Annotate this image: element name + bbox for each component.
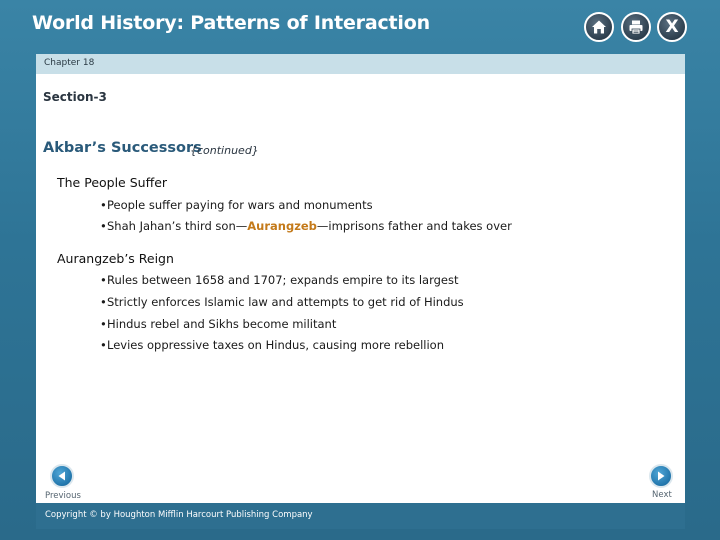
slide-content <box>36 74 685 503</box>
list-item <box>107 219 512 233</box>
home-button[interactable] <box>584 12 614 42</box>
section-label: Section-3 <box>43 90 107 104</box>
bullet-marker: • <box>100 219 107 233</box>
list-item: Hindus rebel and Sikhs become militant <box>107 317 337 331</box>
close-icon: X <box>665 16 679 37</box>
bullet-marker: • <box>100 295 107 309</box>
list-item: People suffer paying for wars and monuments <box>107 198 373 212</box>
bullet-marker: • <box>100 338 107 352</box>
list-item: Strictly enforces Islamic law and attempts to get rid of Hindus <box>107 295 464 309</box>
chapter-bar <box>36 54 685 74</box>
bullet-marker: • <box>100 198 107 212</box>
arrow-left-icon <box>56 470 68 482</box>
list-item: Rules between 1658 and 1707; expands empire to its largest <box>107 273 459 287</box>
group-heading: Aurangzeb’s Reign <box>57 251 174 266</box>
chapter-label: Chapter 18 <box>44 58 95 68</box>
app-title: World History: Patterns of Interaction <box>32 12 430 34</box>
bullet-marker: • <box>100 317 107 331</box>
copyright-text: Copyright © by Houghton Mifflin Harcourt Publishing Company <box>45 510 313 520</box>
print-icon <box>628 19 644 35</box>
next-label[interactable]: Next <box>652 490 672 500</box>
bullet-marker: • <box>100 273 107 287</box>
previous-label[interactable]: Previous <box>45 491 81 501</box>
slide-title-continued: {continued} <box>190 144 259 157</box>
list-item: Levies oppressive taxes on Hindus, causing more rebellion <box>107 338 445 352</box>
list-item-text: Shah Jahan’s third son— <box>107 219 248 233</box>
print-button[interactable] <box>621 12 651 42</box>
next-button[interactable] <box>649 464 673 488</box>
group-heading: The People Suffer <box>57 175 168 190</box>
arrow-right-icon <box>655 470 667 482</box>
close-button[interactable] <box>657 12 687 42</box>
slide-title: Akbar’s Successors <box>43 140 202 156</box>
footer-bar <box>36 503 685 529</box>
highlighted-term: Aurangzeb <box>247 219 317 233</box>
previous-button[interactable] <box>50 464 74 488</box>
list-item-text: —imprisons father and takes over <box>316 219 512 233</box>
home-icon <box>591 19 607 35</box>
